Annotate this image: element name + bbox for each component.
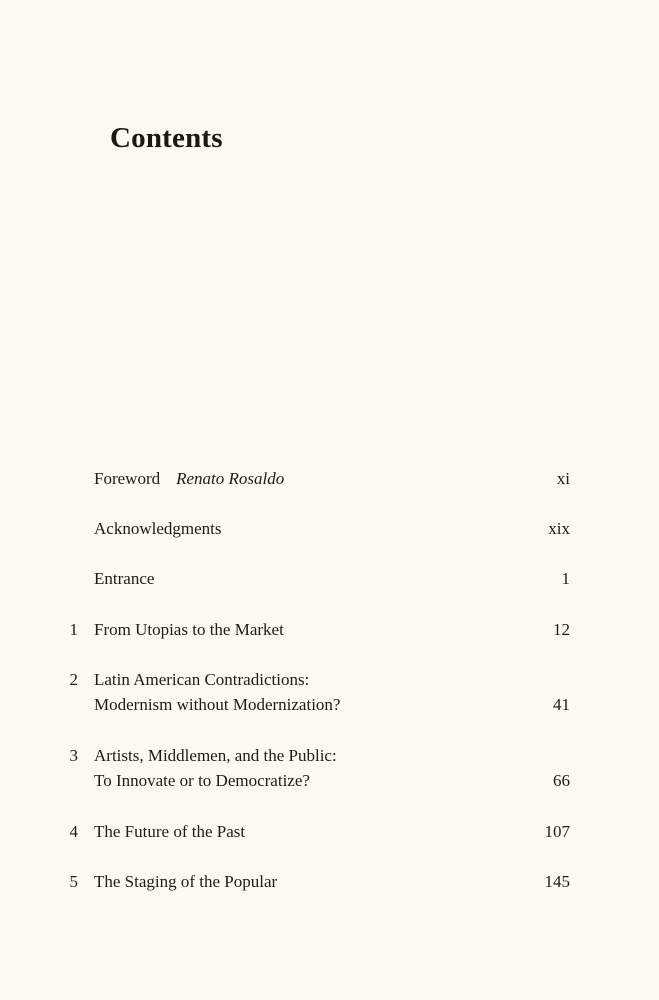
entry-page-number: 1 [561,569,570,588]
toc-entry-chapter-2[interactable] [0,667,659,719]
chapter-number: 5 [69,872,78,891]
entry-title-text: Foreword [94,469,161,488]
entry-title: The Staging of the Popular [94,872,278,891]
entry-author: Renato Rosaldo [176,469,285,488]
chapter-number: 4 [69,822,78,841]
chapter-number: 3 [69,746,78,765]
entry-title: From Utopias to the Market [94,620,284,639]
entry-title-line-2: To Innovate or to Democratize? [94,771,310,790]
entry-title: Entrance [94,569,155,588]
entry-title [94,466,284,492]
chapter-number: 1 [69,620,78,639]
chapter-number: 2 [69,670,78,689]
toc-entry-chapter-3[interactable] [0,743,659,795]
entry-page-number: xix [548,519,570,538]
entry-page-number: xi [556,469,570,488]
entry-page-number: 66 [553,771,570,790]
entry-page-number: 107 [544,822,570,841]
entry-page-number: 12 [553,620,570,639]
entry-title: Acknowledgments [94,519,222,538]
entry-title-line-1: Latin American Contradictions: [94,670,310,689]
entry-title: The Future of the Past [94,822,246,841]
entry-page-number: 41 [553,695,570,714]
page-title: Contents [110,122,223,154]
entry-title-line-2: Modernism without Modernization? [94,695,341,714]
entry-title-line-1: Artists, Middlemen, and the Public: [94,746,337,765]
entry-page-number: 145 [544,872,570,891]
